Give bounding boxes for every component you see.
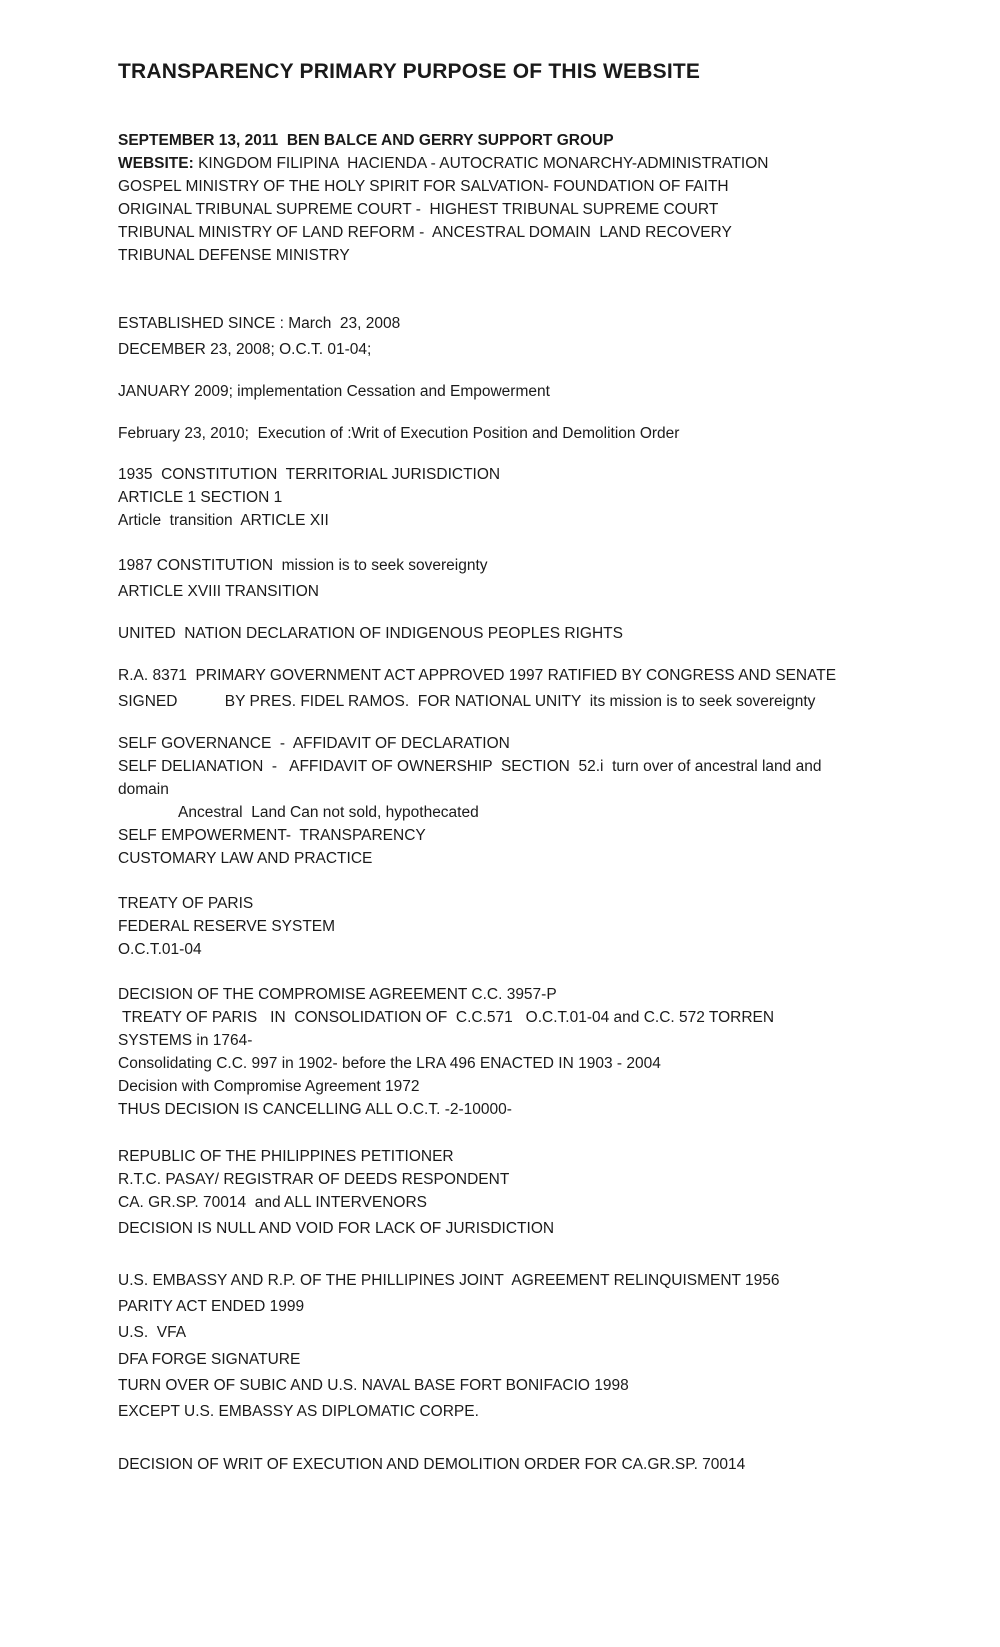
header-line: GOSPEL MINISTRY OF THE HOLY SPIRIT FOR SALVATION- FOUNDATION OF FAITH	[118, 178, 729, 195]
body-line: domain	[118, 781, 169, 798]
body-line: SYSTEMS in 1764-	[118, 1032, 253, 1049]
body-line: DECISION OF THE COMPROMISE AGREEMENT C.C. 3957-P	[118, 986, 557, 1003]
body-line: 1987 CONSTITUTION mission is to seek sovereignty	[118, 557, 488, 574]
body-line: THUS DECISION IS CANCELLING ALL O.C.T. -2-10000-	[118, 1101, 512, 1118]
body-line: EXCEPT U.S. EMBASSY AS DIPLOMATIC CORPE.	[118, 1403, 479, 1420]
body-line: ARTICLE XVIII TRANSITION	[118, 583, 319, 600]
body-line: FEDERAL RESERVE SYSTEM	[118, 918, 336, 935]
body-line: DFA FORGE SIGNATURE	[118, 1351, 301, 1368]
header-website-line	[118, 154, 769, 174]
header-line: ORIGINAL TRIBUNAL SUPREME COURT - HIGHEST TRIBUNAL SUPREME COURT	[118, 201, 719, 218]
body-line-indented: Ancestral Land Can not sold, hypothecated	[178, 804, 479, 821]
body-line: DECISION OF WRIT OF EXECUTION AND DEMOLITION ORDER FOR CA.GR.SP. 70014	[118, 1456, 746, 1473]
body-line: PARITY ACT ENDED 1999	[118, 1298, 305, 1315]
body-line: SIGNED BY PRES. FIDEL RAMOS. FOR NATIONAL UNITY its mission is to seek sovereignty	[118, 693, 816, 710]
body-line: REPUBLIC OF THE PHILIPPINES PETITIONER	[118, 1148, 454, 1165]
body-line: JANUARY 2009; implementation Cessation and Empowerment	[118, 383, 550, 400]
body-line: CUSTOMARY LAW AND PRACTICE	[118, 850, 373, 867]
body-line: DECEMBER 23, 2008; O.C.T. 01-04;	[118, 341, 372, 358]
header-date-group: SEPTEMBER 13, 2011 BEN BALCE AND GERRY SUPPORT GROUP	[118, 132, 614, 149]
body-line: ARTICLE 1 SECTION 1	[118, 489, 283, 506]
body-line: U.S. EMBASSY AND R.P. OF THE PHILLIPINES JOINT AGREEMENT RELINQUISMENT 1956	[118, 1272, 780, 1289]
body-line: R.T.C. PASAY/ REGISTRAR OF DEEDS RESPONDENT	[118, 1171, 510, 1188]
body-line: ESTABLISHED SINCE : March 23, 2008	[118, 315, 401, 332]
body-line: UNITED NATION DECLARATION OF INDIGENOUS PEOPLES RIGHTS	[118, 625, 623, 642]
website-label: WEBSITE:	[118, 155, 194, 172]
body-line: Article transition ARTICLE XII	[118, 512, 329, 529]
body-line: U.S. VFA	[118, 1324, 187, 1341]
body-line: SELF DELIANATION - AFFIDAVIT OF OWNERSHIP SECTION 52.i turn over of ancestral land and	[118, 758, 822, 775]
body-line: February 23, 2010; Execution of :Writ of Execution Position and Demolition Order	[118, 425, 680, 442]
body-line: SELF EMPOWERMENT- TRANSPARENCY	[118, 827, 426, 844]
body-line: TREATY OF PARIS	[118, 895, 254, 912]
body-line: R.A. 8371 PRIMARY GOVERNMENT ACT APPROVED 1997 RATIFIED BY CONGRESS AND SENATE	[118, 667, 837, 684]
body-line: TURN OVER OF SUBIC AND U.S. NAVAL BASE FORT BONIFACIO 1998	[118, 1377, 629, 1394]
body-line: 1935 CONSTITUTION TERRITORIAL JURISDICTION	[118, 466, 501, 483]
website-value: KINGDOM FILIPINA HACIENDA - AUTOCRATIC MONARCHY-ADMINISTRATION	[193, 155, 769, 172]
body-line: DECISION IS NULL AND VOID FOR LACK OF JURISDICTION	[118, 1220, 555, 1237]
body-line: TREATY OF PARIS IN CONSOLIDATION OF C.C.571 O.C.T.01-04 and C.C. 572 TORREN	[118, 1009, 775, 1026]
body-line: SELF GOVERNANCE - AFFIDAVIT OF DECLARATION	[118, 735, 510, 752]
header-line: TRIBUNAL DEFENSE MINISTRY	[118, 247, 350, 264]
page-title: TRANSPARENCY PRIMARY PURPOSE OF THIS WEBSITE	[118, 60, 701, 83]
body-line: Decision with Compromise Agreement 1972	[118, 1078, 420, 1095]
body-line: O.C.T.01-04	[118, 941, 202, 958]
body-line: CA. GR.SP. 70014 and ALL INTERVENORS	[118, 1194, 428, 1211]
body-line: Consolidating C.C. 997 in 1902- before the LRA 496 ENACTED IN 1903 - 2004	[118, 1055, 661, 1072]
header-line: TRIBUNAL MINISTRY OF LAND REFORM - ANCESTRAL DOMAIN LAND RECOVERY	[118, 224, 732, 241]
